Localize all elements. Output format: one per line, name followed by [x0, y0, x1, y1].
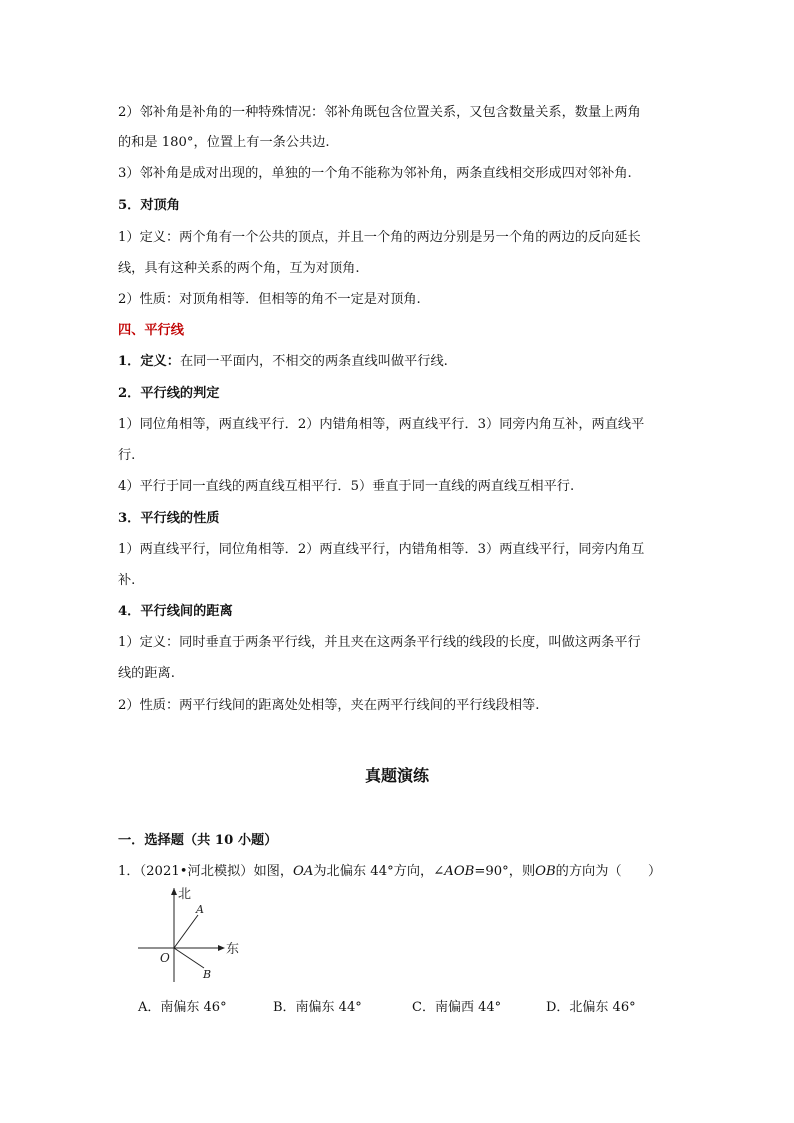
north-label: 北 [178, 887, 192, 902]
point-b-label: B [203, 968, 212, 981]
subheading-parallel-criteria: 2．平行线的判定 [118, 386, 220, 401]
text-line: 1）同位角相等，两直线平行．2）内错角相等，两直线平行．3）同旁内角互补，两直线平 [118, 417, 645, 432]
ray-ob-label: OB [535, 864, 556, 879]
text-line: 1）定义：两个角有一个公共的顶点，并且一个角的两边分别是另一个角的两边的反向延长 [118, 230, 641, 245]
option-d[interactable]: D．北偏东 46° [546, 1000, 636, 1015]
text-line: 行. [118, 448, 136, 463]
question-suffix: 的方向为（ ） [555, 864, 662, 879]
section-title: 真题演练 [364, 766, 429, 785]
question-text: =90°，则 [474, 864, 536, 879]
option-c[interactable]: C．南偏西 44° [412, 1000, 502, 1015]
text-line: 1）定义：同时垂直于两条平行线，并且夹在这两条平行线的线段的长度，叫做这两条平行 [118, 635, 641, 650]
subheading-vertical-angles: 5．对顶角 [118, 198, 180, 213]
part-title: 一．选择题（共 10 小题） [118, 833, 278, 848]
definition-text: 在同一平面内，不相交的两条直线叫做平行线. [179, 354, 448, 369]
direction-figure [134, 886, 254, 986]
question-prefix: 1．（2021•河北模拟）如图， [118, 864, 294, 879]
option-a[interactable]: A．南偏东 46° [138, 1000, 227, 1015]
section-heading-parallel-lines: 四、平行线 [118, 323, 184, 338]
text-line: 2）邻补角是补角的一种特殊情况：邻补角既包含位置关系，又包含数量关系，数量上两角 [118, 105, 641, 120]
ray-oa [174, 915, 198, 948]
east-label: 东 [226, 942, 240, 957]
text-line: 线，具有这种关系的两个角，互为对顶角. [118, 261, 360, 276]
ray-oa-label: OA [293, 864, 314, 879]
text-line: 线的距离. [118, 666, 175, 681]
point-a-label: A [196, 903, 204, 916]
text-line: 1）两直线平行，同位角相等．2）两直线平行，内错角相等．3）两直线平行，同旁内角互 [118, 542, 645, 557]
question-1 [118, 862, 661, 882]
point-o-label: O [160, 951, 170, 965]
north-arrow-icon [171, 888, 177, 895]
text-line [118, 352, 448, 372]
ray-ob [174, 948, 204, 968]
definition-label: 1．定义： [118, 354, 180, 369]
text-line: 2）性质：两平行线间的距离处处相等，夹在两平行线间的平行线段相等. [118, 698, 540, 713]
east-arrow-icon [218, 945, 225, 951]
angle-aob-label: AOB [444, 864, 475, 879]
text-line: 的和是 180°，位置上有一条公共边. [118, 135, 330, 150]
subheading-parallel-properties: 3．平行线的性质 [118, 511, 220, 526]
text-line: 4）平行于同一直线的两直线互相平行．5）垂直于同一直线的两直线互相平行. [118, 479, 575, 494]
question-text: 为北偏东 44°方向，∠ [313, 864, 445, 879]
text-line: 2）性质：对顶角相等．但相等的角不一定是对顶角. [118, 292, 421, 307]
text-line: 3）邻补角是成对出现的，单独的一个角不能称为邻补角，两条直线相交形成四对邻补角. [118, 166, 632, 181]
text-line: 补. [118, 573, 136, 588]
subheading-parallel-distance: 4．平行线间的距离 [118, 604, 233, 619]
option-b[interactable]: B．南偏东 44° [273, 1000, 362, 1015]
